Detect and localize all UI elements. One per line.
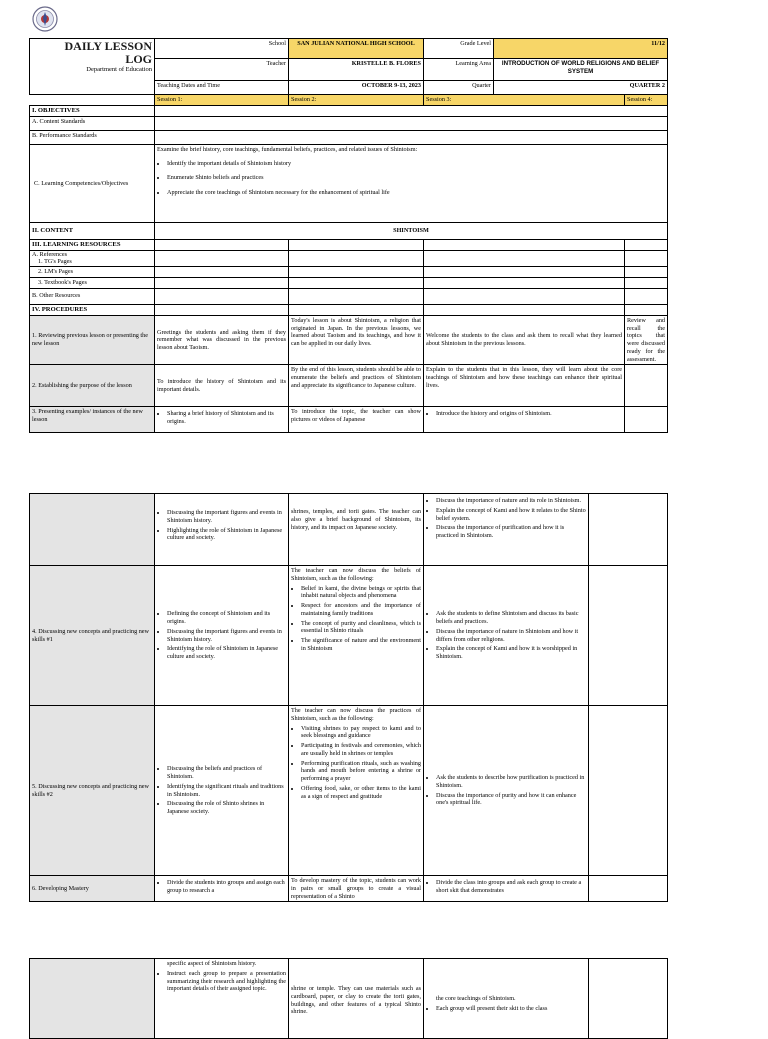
- procedure-2-session-1: To introduce the history of Shintoism and its important details.: [155, 365, 289, 407]
- session-3-header: Session 3:: [424, 95, 625, 106]
- deped-seal-icon: [32, 6, 58, 32]
- dates-value: OCTOBER 9-13, 2023: [289, 81, 424, 95]
- lm-pages-label: 2. LM's Pages: [30, 267, 155, 278]
- procedure-5-session-2: [289, 706, 424, 876]
- p5-s2-item: • Participating in festivals and ceremonies, which are usually held in shrines or temples: [301, 742, 421, 758]
- procedure-1-label: 1. Reviewing previous lesson or presenting the new lesson: [30, 315, 155, 365]
- session-2-header: Session 2:: [289, 95, 424, 106]
- lesson-log-page-1: [29, 38, 668, 433]
- content-heading: II. CONTENT: [30, 222, 155, 239]
- content-topic: SHINTOISM: [155, 222, 668, 239]
- procedure-4-label: 4. Discussing new concepts and practicing new skills #1: [30, 566, 155, 706]
- p5-s1-item: • Discussing the role of Shinto shrines in Japanese society.: [167, 800, 286, 816]
- content-standards-label: A. Content Standards: [30, 116, 155, 130]
- p5-s2-intro: The teacher can now discuss the practices of Shintoism, such as the following:: [291, 707, 421, 722]
- procedure-6-session-3: [424, 876, 589, 902]
- p4-s2-item: • The significance of nature and the environment in Shintoism: [301, 637, 421, 653]
- p5-s2-item: • Visiting shrines to pay respect to kami and to seek blessings and guidance: [301, 725, 421, 741]
- p3-s1-top: specific aspect of Shintoism history.: [167, 960, 257, 967]
- procedure-4-session-2: [289, 566, 424, 706]
- procedure-5-label: 5. Discussing new concepts and practicing new skills #2: [30, 706, 155, 876]
- p4-s2-item: • Respect for ancestors and the importance of maintaining family traditions: [301, 602, 421, 618]
- cont-session-3: [424, 494, 589, 566]
- tg-pages-label: 1. TG's Pages: [38, 257, 72, 265]
- dates-label: Teaching Dates and Time: [155, 81, 289, 95]
- procedure-3-label: 3. Presenting examples/ instances of the new lesson: [30, 407, 155, 433]
- cont-session-1: [155, 494, 289, 566]
- p4-s1-item: • Discussing the important figures and events in Shintoism history.: [167, 628, 286, 644]
- cont-s1-item: • Discussing the important figures and events in Shintoism history.: [167, 509, 286, 525]
- competency-item: • Enumerate Shinto beliefs and practices: [167, 174, 665, 182]
- p5-s3-item: • Ask the students to describe how purification is practiced in Shintoism.: [436, 774, 586, 790]
- school-value: SAN JULIAN NATIONAL HIGH SCHOOL: [289, 39, 424, 59]
- department-label: Department of Education: [86, 66, 152, 74]
- competency-item: • Identify the important details of Shintoism history: [167, 160, 665, 168]
- grade-value: 11/12: [494, 39, 668, 59]
- p3-s3-top: the core teachings of Shintoism.: [436, 995, 516, 1002]
- cont-s3-item: • Discuss the importance of purification and how it is practiced in Shintoism.: [436, 524, 586, 540]
- p5-s3-item: • Discuss the importance of purity and how it can enhance one's spiritual life.: [436, 792, 586, 808]
- procedure-2-label: 2. Establishing the purpose of the lesson: [30, 365, 155, 407]
- procedure-3-session-2: To introduce the topic, the teacher can show pictures or videos of Japanese: [289, 407, 424, 433]
- procedure-6-session-2: To develop mastery of the topic, students can work in pairs or small groups to create a visual representation of a Shinto: [289, 876, 424, 902]
- p4-s3-item: • Explain the concept of Kami and how it is worshipped in Shintoism.: [436, 645, 586, 661]
- teacher-value: KRISTELLE B. FLORES: [289, 59, 424, 81]
- cont-s3-item: • Discuss the importance of nature and its role in Shintoism.: [436, 497, 586, 505]
- textbook-pages-label: 3. Textbook's Pages: [30, 277, 155, 288]
- references-label: [30, 251, 155, 267]
- procedure-5-session-1: [155, 706, 289, 876]
- procedure-3-s1-item: • Sharing a brief history of Shintoism and its origins.: [167, 410, 286, 426]
- competencies-label: C. Learning Competencies/Objectives: [30, 144, 155, 222]
- p3-session-1: [155, 959, 289, 1039]
- header-title-block: [30, 39, 155, 95]
- teacher-label: Teacher: [155, 59, 289, 81]
- procedure-3-session-1: [155, 407, 289, 433]
- p4-s2-intro: The teacher can now discuss the beliefs of Shintoism, such as the following:: [291, 567, 421, 582]
- procedure-2-session-3: Explain to the students that in this lesson, they will learn about the core teachings of Shintoism and how these teachings can enhance their spiritual lives.: [424, 365, 625, 407]
- cont-s3-item: • Explain the concept of Kami and how it relates to the Shinto belief system.: [436, 507, 586, 523]
- p4-s1-item: • Identifying the role of Shintoism in Japanese culture and society.: [167, 645, 286, 661]
- title-line-1: DAILY LESSON: [64, 39, 152, 53]
- procedure-1-session-2: Today's lesson is about Shintoism, a religion that originated in Japan. In the previous lessons, we learned about Taoism and its teachings, and how it can be applied in our daily lives.: [289, 315, 424, 365]
- procedures-heading: IV. PROCEDURES: [30, 304, 155, 315]
- procedure-1-session-4: Review and recall the topics that were discussed ready for the assessment.: [625, 315, 668, 365]
- procedure-4-session-1: [155, 566, 289, 706]
- p6-s1-item: • Divide the students into groups and assign each group to research a: [167, 879, 286, 895]
- references-a: A. References: [32, 251, 68, 259]
- p5-s2-item: • Offering food, sake, or other items to the kami as a sign of respect and gratitude: [301, 785, 421, 801]
- p3-s3-item: • Each group will present their skit to the class: [436, 1005, 586, 1013]
- grade-label: Grade Level: [424, 39, 494, 59]
- learning-area-value: INTRODUCTION OF WORLD RELIGIONS AND BELIEF SYSTEM: [494, 59, 668, 81]
- p3-session-3: [424, 959, 589, 1039]
- procedure-1-session-1: Greetings the students and asking them if they remember what was discussed in the previous lesson about Taoism.: [155, 315, 289, 365]
- lesson-log-page-3: [29, 958, 668, 1039]
- p5-s2-item: • Performing purification rituals, such as washing hands and mouth before entering a shrine or performing a prayer: [301, 760, 421, 783]
- p4-s2-item: • Belief in kami, the divine beings or spirits that inhabit natural objects and phenomena: [301, 585, 421, 601]
- p4-s1-item: • Defining the concept of Shintoism and its origins.: [167, 610, 286, 626]
- lesson-log-page-2: [29, 493, 668, 902]
- p3-s1-item: • Instruct each group to prepare a presentation summarizing their research and highlighting the important details of their assigned topic.: [167, 970, 286, 993]
- competencies-intro: Examine the brief history, core teachings, fundamental beliefs, practices, and related issues of Shintoism:: [157, 145, 418, 153]
- performance-standards-label: B. Performance Standards: [30, 130, 155, 144]
- procedure-2-session-2: By the end of this lesson, students should be able to enumerate the beliefs and practices of Shintoism and appreciate its significance to Japanese culture.: [289, 365, 424, 407]
- p3-session-2: shrine or temple. They can use materials such as cardboard, paper, or clay to create the torii gates, buildings, and other features of a typical Shinto shrine.: [289, 959, 424, 1039]
- quarter-label: Quarter: [424, 81, 494, 95]
- session-1-header: Session 1:: [155, 95, 289, 106]
- p6-s3-item: • Divide the class into groups and ask each group to create a short skit that demonstrates: [436, 879, 586, 895]
- procedure-3-s3-item: • Introduce the history and origins of Shintoism.: [436, 410, 622, 418]
- p5-s1-item: • Discussing the beliefs and practices of Shintoism.: [167, 765, 286, 781]
- p4-s3-item: • Ask the students to define Shintoism and discuss its basic beliefs and practices.: [436, 610, 586, 626]
- objectives-heading: I. OBJECTIVES: [30, 105, 155, 116]
- title-line-2: LOG: [125, 51, 152, 66]
- competency-item: • Appreciate the core teachings of Shintoism necessary for the enhancement of spiritual life: [167, 189, 665, 197]
- other-resources-label: B. Other Resources: [30, 288, 155, 304]
- procedure-6-session-1: [155, 876, 289, 902]
- p5-s1-item: • Identifying the significant rituals and traditions in Shintoism.: [167, 783, 286, 799]
- p4-s2-item: • The concept of purity and cleanliness, which is essential in Shinto rituals: [301, 620, 421, 636]
- procedure-1-session-3: Welcome the students to the class and ask them to recall what they learned about Shintoism in the previous lessons.: [424, 315, 625, 365]
- resources-heading: III. LEARNING RESOURCES: [30, 239, 155, 250]
- quarter-value: QUARTER 2: [494, 81, 668, 95]
- procedure-5-session-3: [424, 706, 589, 876]
- competencies-content: [155, 144, 668, 222]
- cont-s1-item: • Highlighting the role of Shintoism in Japanese culture and society.: [167, 527, 286, 543]
- cont-session-2: shrines, temples, and torii gates. The teacher can also give a brief background of Shintoism, its history, and its impact on Japanese society.: [289, 494, 424, 566]
- procedure-4-session-3: [424, 566, 589, 706]
- procedure-3-session-3: [424, 407, 625, 433]
- procedure-6-label: 6. Developing Mastery: [30, 876, 155, 902]
- p4-s3-item: • Discuss the importance of nature in Shintoism and how it differs from other religions.: [436, 628, 586, 644]
- session-4-header: Session 4:: [625, 95, 668, 106]
- school-label: School: [155, 39, 289, 59]
- learning-area-label: Learning Area: [424, 59, 494, 81]
